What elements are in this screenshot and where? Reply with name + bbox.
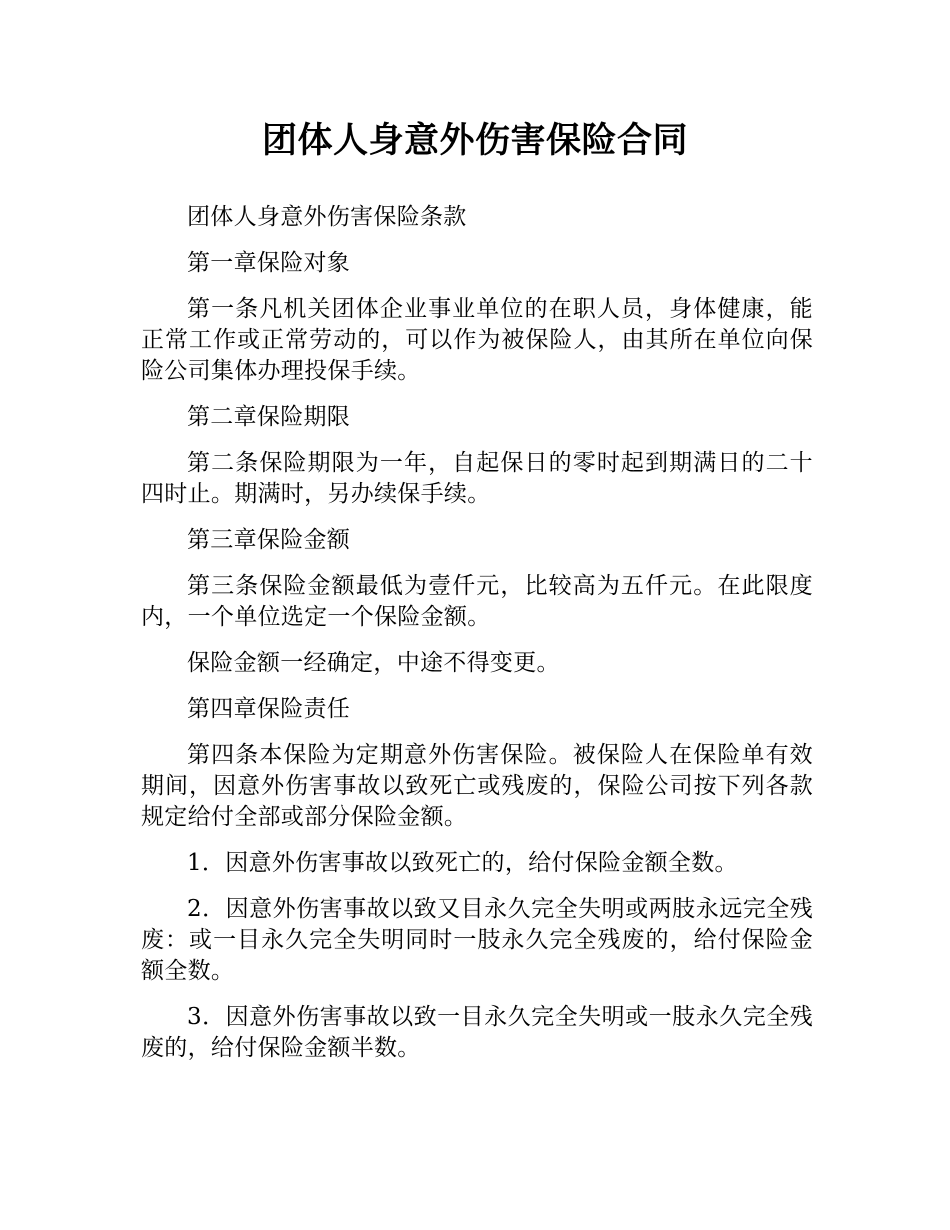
- article-paragraph: 第二条保险期限为一年，自起保日的零时起到期满日的二十四时止。期满时，另办续保手续。: [141, 450, 813, 507]
- document-body: [141, 202, 813, 1079]
- list-item: 3．因意外伤害事故以致一目永久完全失明或一肢永久完全残废的，给付保险金额半数。: [141, 1004, 813, 1061]
- list-item: 2．因意外伤害事故以致又目永久完全失明或两肢永远完全残废：或一目永久完全失明同时一肢永久完全残废的，给付保险金额全数。: [141, 896, 813, 984]
- document-title: 团体人身意外伤害保险合同: [261, 121, 688, 161]
- article-paragraph: 第三条保险金额最低为壹仟元，比较高为五仟元。在此限度内，一个单位选定一个保险金额。: [141, 573, 813, 630]
- article-paragraph: 保险金额一经确定，中途不得变更。: [187, 650, 560, 676]
- list-item: 1．因意外伤害事故以致死亡的，给付保险金额全数。: [187, 850, 738, 876]
- chapter-heading: 第一章保险对象: [187, 250, 351, 276]
- chapter-heading: 第二章保险期限: [187, 404, 351, 430]
- article-paragraph: 第一条凡机关团体企业事业单位的在职人员，身体健康，能正常工作或正常劳动的，可以作为被保险人，由其所在单位向保险公司集体办理投保手续。: [141, 296, 813, 384]
- chapter-heading: 第三章保险金额: [187, 527, 351, 553]
- chapter-heading: 第四章保险责任: [187, 696, 351, 722]
- article-paragraph: 第四条本保险为定期意外伤害保险。被保险人在保险单有效期间，因意外伤害事故以致死亡或残废的，保险公司按下列各款规定给付全部或部分保险金额。: [141, 742, 813, 830]
- section-heading: 团体人身意外伤害保险条款: [187, 204, 467, 230]
